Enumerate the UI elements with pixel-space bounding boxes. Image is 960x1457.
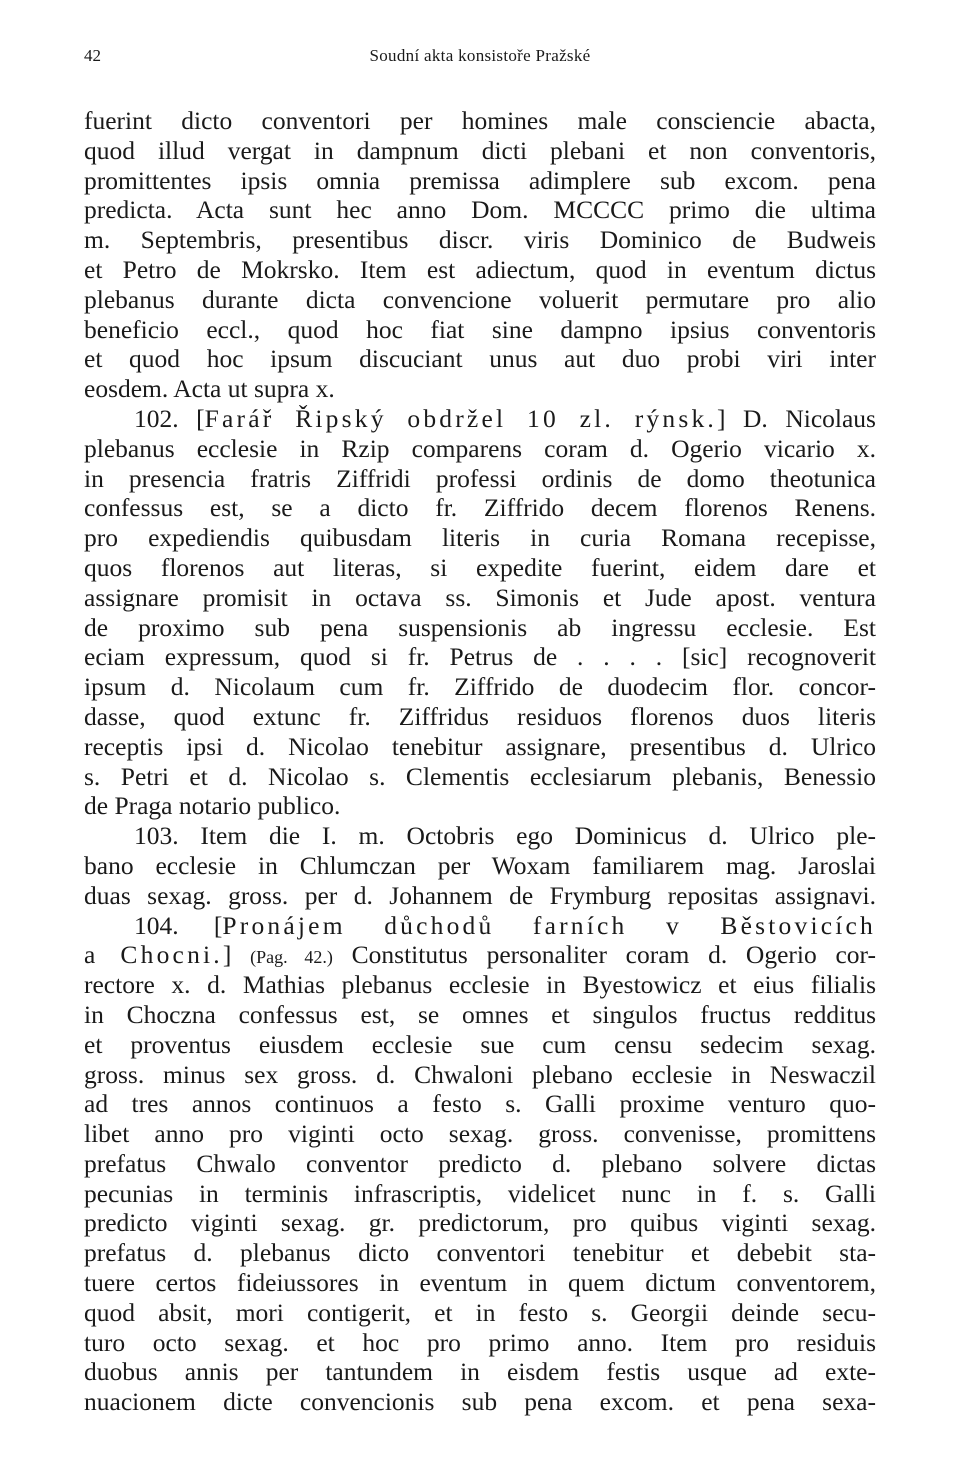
text-line: predicto viginti sexag. gr. predictorum, pro quibus viginti sexag. — [84, 1208, 876, 1238]
text-span: Constitutus personaliter coram d. Ogerio cor- — [332, 940, 876, 970]
text-line: promittentes ipsis omnia premissa adimplere sub excom. pena — [84, 165, 876, 195]
text-line: m. Septembris, presentibus discr. viris Dominico de Budweis — [84, 225, 876, 255]
text-line: s. Petri et d. Nicolao s. Clementis ecclesiarum plebanis, Benessio — [84, 761, 876, 791]
text-line: duobus annis per tantundem in eisdem festis usque ad exte- — [84, 1357, 876, 1387]
text-line: et Petro de Mokrsko. Item est adiectum, quod in eventum dictus — [84, 254, 876, 284]
text-span: 104. [ — [134, 910, 223, 940]
text-line: pecunias in terminis infrascriptis, videlicet nunc in f. s. Galli — [84, 1178, 876, 1208]
text-line: assignare promisit in octava ss. Simonis et Jude apost. ventura — [84, 582, 876, 612]
text-line: turo octo sexag. et hoc pro primo anno. Item pro residuis — [84, 1327, 876, 1357]
page-reference: (Pag. 42.) — [250, 947, 333, 968]
text-line: 103. Item die I. m. Octobris ego Dominicus d. Ulrico ple- — [134, 821, 876, 851]
spaced-heading: Farář Řipský obdržel 10 zl. rýnsk. — [204, 403, 717, 433]
text-line: et proventus eiusdem ecclesie sue cum censu sedecim sexag. — [84, 1029, 876, 1059]
text-line — [84, 911, 876, 941]
text-line: receptis ipsi d. Nicolao tenebitur assignare, presentibus d. Ulrico — [84, 731, 876, 761]
text-line: dasse, quod extunc fr. Ziffridus residuos florenos duos literis — [84, 701, 876, 731]
text-line: et quod hoc ipsum discuciant unus aut duo probi viri inter — [84, 344, 876, 374]
text-line: quod illud vergat in dampnum dicti plebani et non conventoris, — [84, 135, 876, 165]
text-line: duas sexag. gross. per d. Johannem de Frymburg repositas assignavi. — [84, 880, 876, 910]
text-line: prefatus Chwalo conventor predicto d. plebano solvere dictas — [84, 1148, 876, 1178]
text-line: de Praga notario publico. — [84, 791, 341, 821]
text-line: eciam expressum, quod si fr. Petrus de . . . . [sic] recognoverit — [84, 642, 876, 672]
text-line: rectore x. d. Mathias plebanus ecclesie in Byestowicz et eius filialis — [84, 970, 876, 1000]
text-span: ] D. Nicolaus — [716, 403, 876, 433]
text-line: gross. minus sex gross. d. Chwaloni plebano ecclesie in Neswaczil — [84, 1059, 876, 1089]
text-line: in Choczna confessus est, se omnes et singulos fructus redditus — [84, 999, 876, 1029]
text-line: fuerint dicto conventori per homines male consciencie abacta, — [84, 106, 876, 135]
text-line: bano ecclesie in Chlumczan per Woxam familiarem mag. Jaroslai — [84, 850, 876, 880]
body-text — [84, 106, 876, 1417]
text-line: tuere certos fideiussores in eventum in quem dictum conventorem, — [84, 1268, 876, 1298]
page-number: 42 — [84, 46, 101, 65]
text-line: quod absit, mori contigerit, et in festo s. Georgii deinde secu- — [84, 1297, 876, 1327]
text-line — [84, 940, 876, 970]
text-line: eosdem. Acta ut supra x. — [84, 374, 335, 404]
text-line: in presencia fratris Ziffridi professi ordinis de domo theotunica — [84, 463, 876, 493]
text-line: plebanus ecclesie in Rzip comparens coram d. Ogerio vicario x. — [84, 433, 876, 463]
text-line: prefatus d. plebanus dicto conventori tenebitur et debebit sta- — [84, 1238, 876, 1268]
text-span: ] — [222, 940, 251, 970]
text-line: libet anno pro viginti octo sexag. gross. convenisse, promittens — [84, 1119, 876, 1149]
spaced-heading: Pronájem důchodů farních v Běstovicích — [222, 910, 876, 940]
text-line — [84, 404, 876, 434]
text-line: nuacionem dicte convencionis sub pena excom. et pena sexa- — [84, 1387, 876, 1417]
text-line: de proximo sub pena suspensionis ab ingressu ecclesie. Est — [84, 612, 876, 642]
text-line: ipsum d. Nicolaum cum fr. Ziffrido de duodecim flor. concor- — [84, 672, 876, 702]
text-line: ad tres annos continuos a festo s. Galli proxime venturo quo- — [84, 1089, 876, 1119]
running-title: Soudní akta konsistoře Pražské — [369, 46, 591, 65]
page-header — [84, 46, 876, 76]
text-line: quos florenos aut literas, si expedite fuerint, eidem dare et — [84, 552, 876, 582]
text-line: predicta. Acta sunt hec anno Dom. MCCCC primo die ultima — [84, 195, 876, 225]
text-line: pro expediendis quibusdam literis in curia Romana recepisse, — [84, 523, 876, 553]
text-span: 102. [ — [134, 403, 205, 433]
text-line: beneficio eccl., quod hoc fiat sine dampno ipsius conventoris — [84, 314, 876, 344]
text-line: plebanus durante dicta convencione voluerit permutare pro alio — [84, 284, 876, 314]
text-line: confessus est, se a dicto fr. Ziffrido decem florenos Renens. — [84, 493, 876, 523]
spaced-heading: a Chocni. — [84, 940, 223, 970]
